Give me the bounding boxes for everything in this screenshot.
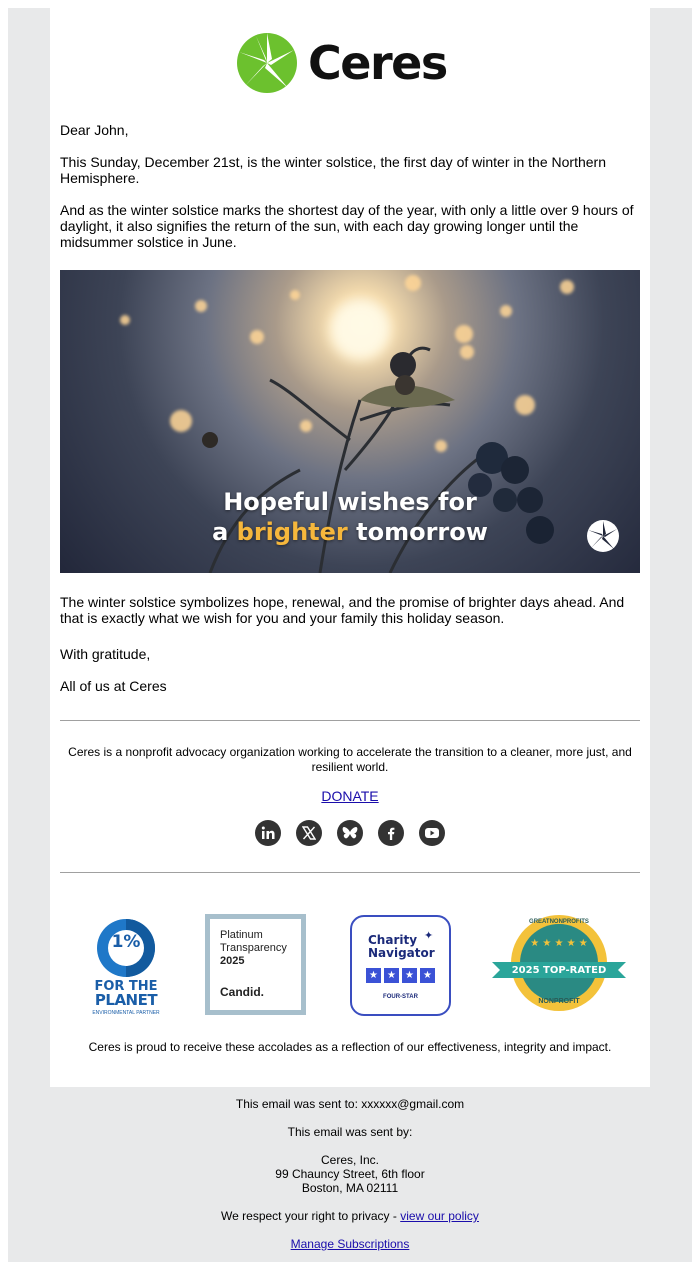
mission-statement: Ceres is a nonprofit advocacy organization working to accelerate the transition to a cleaner, more just, and resilient world. xyxy=(68,745,632,774)
paragraph-daylight: And as the winter solstice marks the shortest day of the year, with only a little over 9 hours of daylight, it also signifies the return of the sun, with each day growing longer until the midsummer solstice in June. xyxy=(60,202,634,250)
sent-to-line: This email was sent to: xxxxxx@gmail.com xyxy=(235,1097,465,1111)
logo-wordmark: Ceres xyxy=(308,36,447,90)
award-1-percent-for-the-planet[interactable]: 1% FOR THE PLANET ENVIRONMENTAL PARTNER xyxy=(88,916,168,1016)
award-candid-platinum[interactable]: Platinum Transparency 2025 Candid. xyxy=(205,914,306,1015)
star-icon: ★ xyxy=(384,968,399,983)
social-links xyxy=(50,820,650,846)
recipient-email: xxxxxx@gmail.com xyxy=(361,1097,465,1111)
ceres-starburst-icon xyxy=(236,32,298,94)
accolades-text: Ceres is proud to receive these accolades as a reflection of our effectiveness, integrity and impact. xyxy=(88,1040,612,1054)
greeting: Dear John, xyxy=(60,122,129,138)
donate-link[interactable]: DONATE xyxy=(321,788,379,804)
signature: All of us at Ceres xyxy=(60,678,167,694)
star-icon: ★ xyxy=(420,968,435,983)
paragraph-hope: The winter solstice symbolizes hope, renewal, and the promise of brighter days ahead. And that is exactly what we wish for you and your family this holiday season. xyxy=(60,594,625,626)
hero-headline-line2: a brighter tomorrow xyxy=(212,518,488,546)
x-twitter-icon[interactable] xyxy=(296,820,322,846)
svg-text:★ ★ ★ ★ ★: ★ ★ ★ ★ ★ xyxy=(530,938,588,949)
hero-headline-line1: Hopeful wishes for xyxy=(223,488,477,516)
divider-bottom xyxy=(60,872,640,873)
award-great-nonprofits[interactable]: ★ ★ ★ ★ ★ GREATNONPROFITS 2025 TOP-RATED NONPROFIT xyxy=(492,913,626,1015)
sent-by-label: This email was sent by: xyxy=(287,1125,413,1139)
award-charity-navigator[interactable]: Charity Navigator ✦ ★ ★ ★ ★ FOUR-STAR xyxy=(350,915,451,1016)
linkedin-icon[interactable] xyxy=(255,820,281,846)
ceres-watermark-icon xyxy=(586,519,620,553)
bluesky-icon[interactable] xyxy=(337,820,363,846)
youtube-icon[interactable] xyxy=(419,820,445,846)
divider-top xyxy=(60,720,640,721)
star-icon: ★ xyxy=(402,968,417,983)
ceres-logo[interactable] xyxy=(236,30,447,96)
manage-subscriptions-link[interactable]: Manage Subscriptions xyxy=(290,1237,410,1251)
privacy-policy-link[interactable]: view our policy xyxy=(400,1209,479,1223)
facebook-icon[interactable] xyxy=(378,820,404,846)
org-city: Boston, MA 02111 xyxy=(301,1181,399,1195)
paragraph-solstice-date: This Sunday, December 21st, is the winter solstice, the first day of winter in the Northern Hemisphere. xyxy=(60,154,606,186)
hero-accent-word: brighter xyxy=(236,518,348,546)
closing-line: With gratitude, xyxy=(60,646,151,662)
star-icon: ★ xyxy=(366,968,381,983)
privacy-line: We respect your right to privacy - view our policy xyxy=(221,1209,479,1223)
four-star-rating xyxy=(366,968,435,983)
sparkle-icon: ✦ xyxy=(424,930,434,942)
hero-image[interactable] xyxy=(60,270,640,573)
email-background xyxy=(8,8,692,1262)
email-card xyxy=(50,8,650,1087)
org-street: 99 Chauncy Street, 6th floor xyxy=(275,1167,425,1181)
org-name: Ceres, Inc. xyxy=(320,1153,380,1167)
